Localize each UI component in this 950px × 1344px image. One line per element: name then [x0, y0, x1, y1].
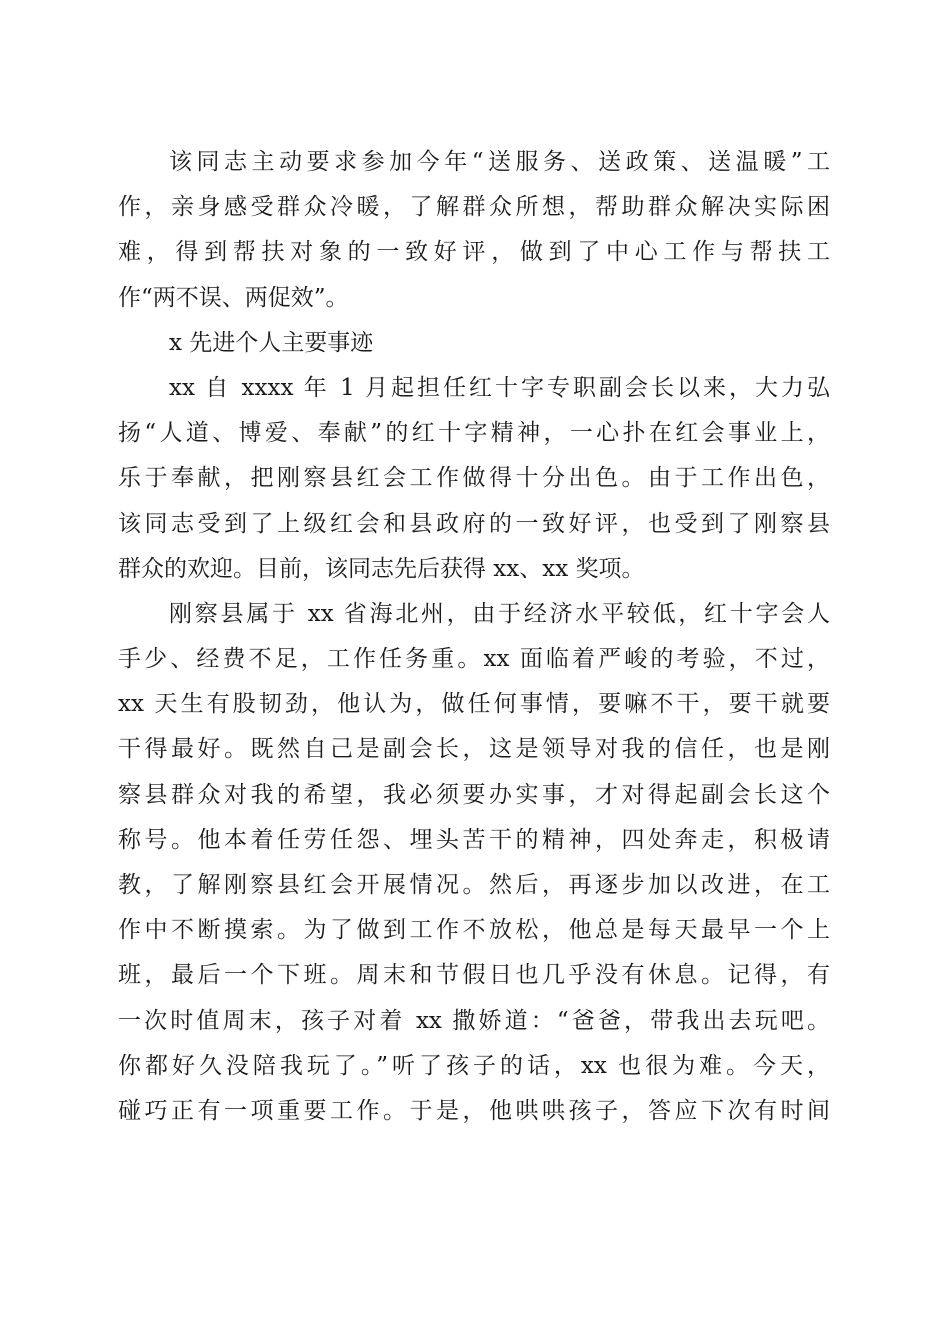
text-line: 群众的欢迎。目前，该同志先后获得 xx、xx 奖项。 [118, 555, 645, 582]
text-line: 一次时值周末，孩子对着 xx 撒娇道：“爸爸，带我出去玩吧。 [118, 1007, 830, 1034]
section-heading: x 先进个人主要事迹 [169, 329, 374, 356]
text-line: 作中不断摸索。为了做到工作不放松，他总是每天最早一个上 [118, 917, 830, 944]
text-line: 手少、经费不足，工作任务重。xx 面临着严峻的考验，不过， [118, 646, 830, 673]
text-line: 教，了解刚察县红会开展情况。然后，再逐步加以改进，在工 [118, 872, 830, 898]
text-line: 班，最后一个下班。周末和节假日也几乎没有休息。记得，有 [118, 962, 830, 989]
document-body [118, 140, 830, 1134]
text-line: 称号。他本着任劳任怨、埋头苦干的精神，四处奔走，积极请 [118, 826, 830, 853]
paragraph-service-work [118, 140, 830, 321]
text-line: 刚察县属于 xx 省海北州，由于经济水平较低，红十字会人 [169, 600, 830, 627]
text-line: 碰巧正有一项重要工作。于是，他哄哄孩子，答应下次有时间 [118, 1097, 830, 1124]
text-line: xx 天生有股韧劲，他认为，做任何事情，要嘛不干，要干就要 [118, 691, 830, 718]
text-line: 作，亲身感受群众冷暖，了解群众所想，帮助群众解决实际困 [118, 194, 830, 221]
paragraph-deeds [118, 592, 830, 1134]
text-line: 该同志受到了上级红会和县政府的一致好评，也受到了刚察县 [118, 510, 830, 537]
paragraph-introduction [118, 366, 830, 592]
text-line: 该同志主动要求参加今年“送服务、送政策、送温暖”工 [169, 149, 830, 175]
text-line: 作“两不误、两促效”。 [118, 284, 349, 311]
text-line: 扬“人道、博爱、奉献”的红十字精神，一心扑在红会事业上， [118, 420, 830, 447]
text-line: 难，得到帮扶对象的一致好评，做到了中心工作与帮扶工 [118, 239, 830, 266]
text-line: xx 自 xxxx 年 1 月起担任红十字专职副会长以来，大力弘 [169, 374, 830, 401]
text-line: 察县群众对我的希望，我必须要办实事，才对得起副会长这个 [118, 781, 830, 808]
text-line: 你都好久没陪我玩了。”听了孩子的话，xx 也很为难。今天， [118, 1052, 830, 1079]
text-line: 乐于奉献，把刚察县红会工作做得十分出色。由于工作出色， [118, 465, 830, 492]
text-line: 干得最好。既然自己是副会长，这是领导对我的信任，也是刚 [118, 736, 830, 763]
